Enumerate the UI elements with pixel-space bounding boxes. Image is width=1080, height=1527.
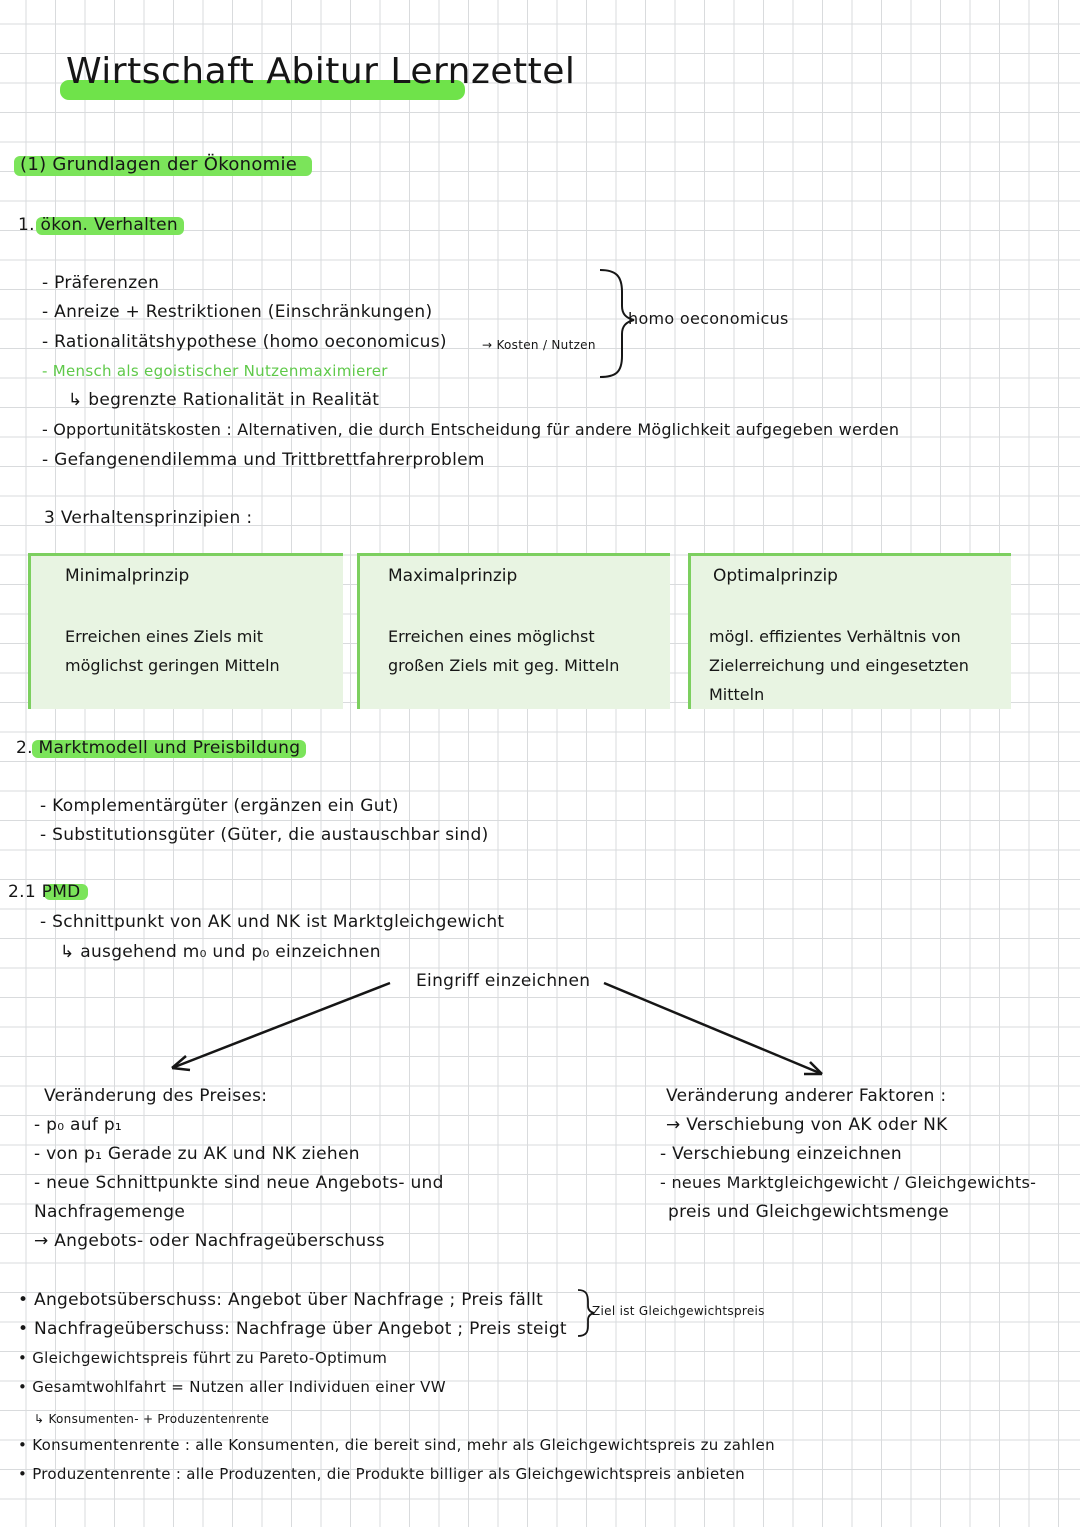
right-line: → Verschiebung von AK oder NK — [666, 1115, 948, 1135]
summary-item: • Nachfrageüberschuss: Nachfrage über Angebot ; Preis steigt — [18, 1319, 567, 1339]
page-title: Wirtschaft Abitur Lernzettel — [66, 51, 576, 92]
left-line: - neue Schnittpunkte sind neue Angebots- und — [34, 1173, 444, 1193]
principle-body: Erreichen eines möglichst großen Ziels mit geg. Mitteln — [388, 627, 620, 675]
section-heading: (1) Grundlagen der Ökonomie — [20, 154, 298, 175]
arrow-left-icon — [172, 983, 390, 1068]
summary-sub: ↳ Konsumenten- + Produzentenrente — [34, 1412, 270, 1426]
right-heading: Veränderung anderer Faktoren : — [666, 1086, 947, 1106]
principle-title: Minimalprinzip — [65, 566, 190, 586]
list-item: - Rationalitätshypothese (homo oeconomicus) — [42, 332, 447, 352]
behavior-heading: 1. ökon. Verhalten — [18, 215, 178, 235]
list-item: - Opportunitätskosten : Alternativen, die durch Entscheidung für andere Möglichkeit aufgegeben werden — [42, 420, 900, 439]
small-brace-icon — [578, 1290, 594, 1336]
right-line: preis und Gleichgewichtsmenge — [668, 1202, 950, 1222]
principle-title: Maximalprinzip — [388, 566, 518, 586]
list-item-sub: ↳ ausgehend m₀ und p₀ einzeichnen — [60, 942, 381, 962]
pmd-heading: 2.1 PMD — [8, 882, 81, 902]
list-item: - Anreize + Restriktionen (Einschränkungen) — [42, 302, 433, 322]
intervention-label: Eingriff einzeichnen — [416, 971, 591, 991]
summary-item: • Konsumentenrente : alle Konsumenten, die bereit sind, mehr als Gleichgewichtspreis zu zahlen — [18, 1436, 775, 1454]
list-item: - Präferenzen — [42, 273, 160, 293]
arrow-note: → Kosten / Nutzen — [482, 338, 596, 352]
right-line: - neues Marktgleichgewicht / Gleichgewichts- — [660, 1173, 1037, 1192]
list-item-highlighted: - Mensch als egoistischer Nutzenmaximierer — [42, 362, 388, 380]
summary-item: • Produzentenrente : alle Produzenten, die Produkte billiger als Gleichgewichtspreis anbieten — [18, 1465, 745, 1483]
arrow-right-icon — [604, 983, 822, 1074]
list-item: - Substitutionsgüter (Güter, die austauschbar sind) — [40, 825, 489, 845]
summary-item: • Angebotsüberschuss: Angebot über Nachfrage ; Preis fällt — [18, 1290, 544, 1310]
left-line: - p₀ auf p₁ — [34, 1115, 123, 1135]
list-item: - Gefangenendilemma und Trittbrettfahrerproblem — [42, 450, 485, 470]
left-heading: Veränderung des Preises: — [44, 1086, 268, 1106]
right-line: - Verschiebung einzeichnen — [660, 1144, 902, 1164]
left-line: Nachfragemenge — [34, 1202, 186, 1222]
list-item: - Schnittpunkt von AK und NK ist Marktgleichgewicht — [40, 912, 505, 932]
summary-item: • Gesamtwohlfahrt = Nutzen aller Individuen einer VW — [18, 1378, 446, 1396]
market-heading: 2. Marktmodell und Preisbildung — [16, 738, 301, 758]
principle-body: mögl. effizientes Verhältnis von Zielerreichung und eingesetzten Mitteln — [709, 627, 969, 704]
list-item: - Komplementärgüter (ergänzen ein Gut) — [40, 796, 399, 816]
principle-title: Optimalprinzip — [713, 566, 838, 586]
left-line: → Angebots- oder Nachfrageüberschuss — [34, 1231, 385, 1251]
summary-item: • Gleichgewichtspreis führt zu Pareto-Optimum — [18, 1349, 388, 1367]
list-item-sub: ↳ begrenzte Rationalität in Realität — [68, 390, 380, 410]
principles-heading: 3 Verhaltensprinzipien : — [44, 508, 253, 528]
brace-label: homo oeconomicus — [628, 309, 789, 328]
left-line: - von p₁ Gerade zu AK und NK ziehen — [34, 1144, 360, 1164]
principle-body: Erreichen eines Ziels mit möglichst geringen Mitteln — [65, 627, 280, 675]
brace-icon — [600, 270, 634, 377]
brace-note: Ziel ist Gleichgewichtspreis — [592, 1304, 765, 1318]
